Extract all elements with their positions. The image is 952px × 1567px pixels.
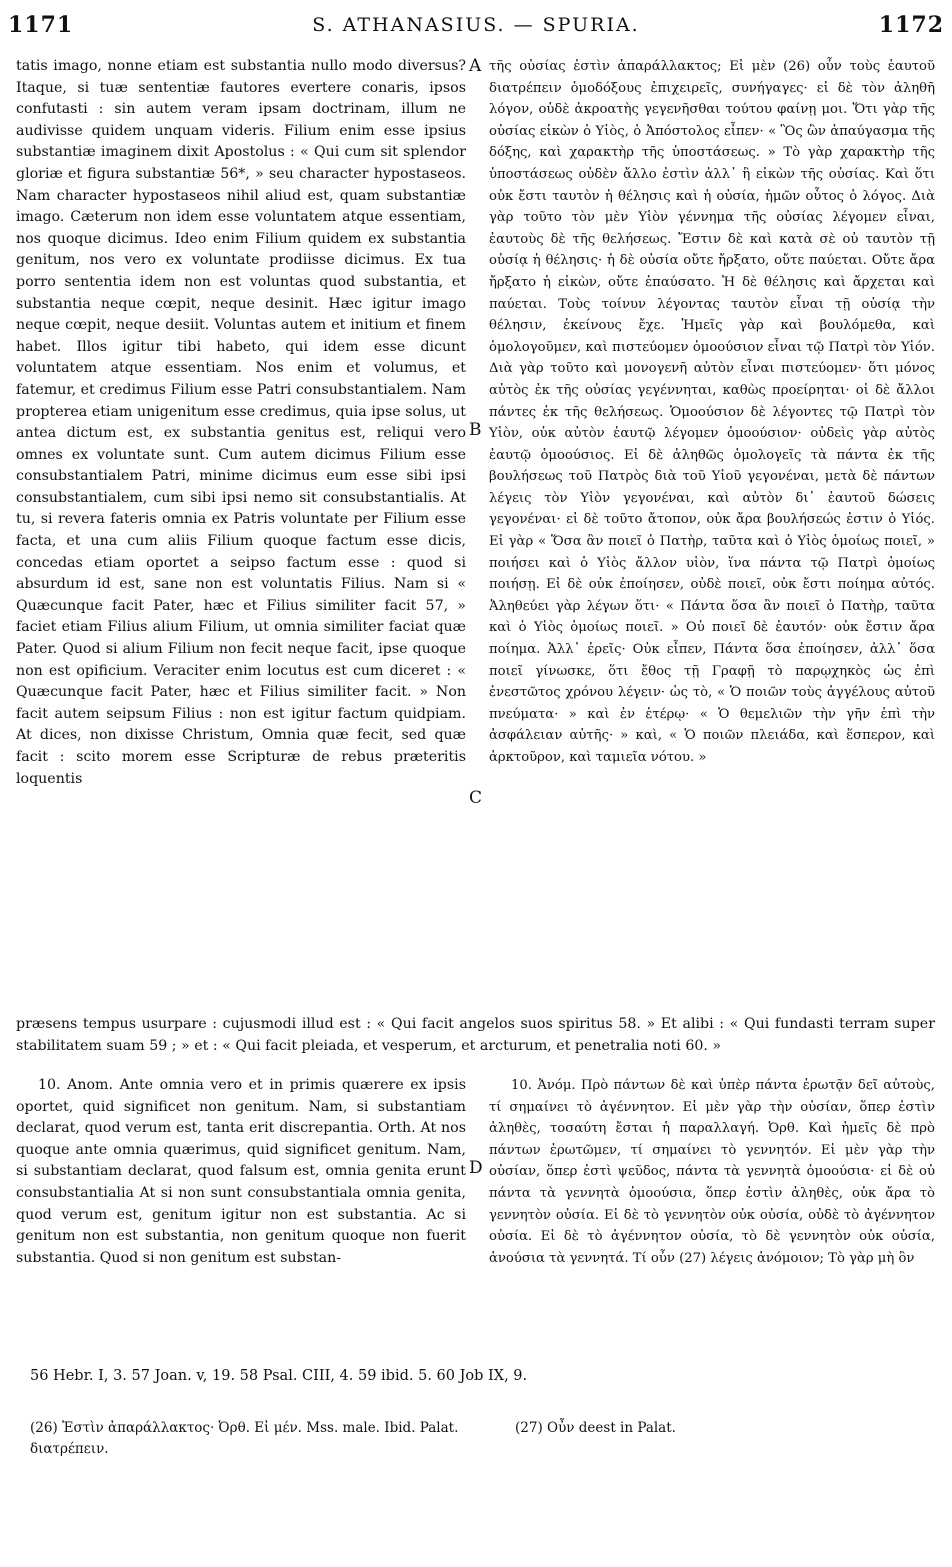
greek-paragraph: τῆς οὐσίας ἐστὶν ἀπαράλλακτος; Εἰ μὲν (26) οὖν τοὺς ἑαυτοῦ διατρέπειν ὁμοδόξους ἐπιχειρεῖς, συνήγαγες· εἰ δὲ τὸν ἀληθῆ λόγον, οὐδὲ ἀκροατὴς γεγενῆσθαι τούτου φαίνῃ μοι. Ὅτι γὰρ τῆς οὐσίας εἰκὼν ὁ Υἱὸς, ὁ Ἀπόστολος εἶπεν· « Ὃς ὢν ἀπαύγασμα τῆς δόξης, καὶ χαρακτὴρ τῆς ὑποστάσεως. » Τὸ γὰρ χαρακτὴρ τῆς ὑποστάσεως οὐδὲν ἄλλο ἐστὶν ἀλλ᾽ ἢ εἰκὼν τῆς οὐσίας. Καὶ ὅτι οὐκ ἔστι ταυτὸν ἡ θέλησις καὶ ἡ οὐσία, ἡμῶν οὗτος ὁ λόγος. Διὰ γὰρ τοῦτο τὸν μὲν Υἱὸν γέννημα τῆς οὐσίας λέγομεν εἶναι, ἑαυτοὺς δὲ τῆς θελήσεως. Ἔστιν δὲ καὶ κατὰ σὲ οὐ ταυτὸν τῇ οὐσίᾳ ἡ θέλησις· ἡ δὲ οὐσία οὔτε ἤρξατο, οὔτε παύεται. Οὔτε ἄρα ἤρξατο ἡ εἰκὼν, οὔτε ἐπαύσατο. Ἡ δὲ θέλησις καὶ ἄρχεται καὶ παύεται. Τοὺς τοίνυν λέγοντας ταυτὸν εἶναι τῇ οὐσίᾳ τὴν θέλησιν, ἐκείνους ἔχε. Ἡμεῖς γὰρ καὶ βουλόμεθα, καὶ ὁμολογοῦμεν, καὶ πιστεύομεν ὁμοούσιον εἶναι τῷ Πατρὶ τὸν Υἱόν. Διὰ γὰρ τοῦτο καὶ μονογενῆ αὐτὸν εἶναι πιστεύομεν· ὅτι μόνος αὐτὸς ἐκ τῆς οὐσίας γεγέννηται, καθὼς προείρηται· οἱ δὲ ἄλλοι πάντες ἐκ τῆς θελήσεως. Ὁμοούσιον δὲ λέγοντες τῷ Πατρὶ τὸν Υἱὸν, οὐκ αὐτὸν ἑαυτῷ λέγομεν ὁμοούσιον· οὐδεὶς γὰρ αὐτὸς ἑαυτῷ ὁμοούσιος. Εἰ δὲ ἀληθῶς ὁμολογεῖς τὰ πάντα ἐκ τῆς βουλήσεως τοῦ Πατρὸς διὰ τοῦ Υἱοῦ γεγονέναι, μετὰ δὲ πάντων λέγεις τὸν Υἱὸν γεγονέναι, καὶ αὐτὸν δι᾽ ἑαυτοῦ δώσεις γεγονέναι· εἰ δὲ τοῦτο ἄτοπον, οὐκ ἄρα βουλήσεώς ἐστιν ὁ Υἱός. Εἰ γὰρ « Ὅσα ἂν ποιεῖ ὁ Πατὴρ, ταῦτα καὶ ὁ Υἱὸς ὁμοίως ποιεῖ, » ποιήσει καὶ ὁ Υἱὸς ἄλλον υἱὸν, ἵνα πάντα τῷ Πατρὶ ὁμοίως ποιήσῃ. Εἰ δὲ οὐκ ἐποίησεν, οὐδὲ ποιεῖ, οὐκ ἔστι ποίημα αὐτός. Ἀληθεύει γὰρ λέγων ὅτι· « Πάντα ὅσα ἂν ποιεῖ ὁ Πατὴρ, ταῦτα καὶ ὁ Υἱὸς ὁμοίως ποιεῖ. » Οὐ ποιεῖ δὲ ἑαυτόν· οὐκ ἔστιν ἄρα ποίημα. Ἀλλ᾽ ἐρεῖς· Οὐκ εἶπεν, Πάντα ὅσα ἐποίησεν, ἀλλ᾽ ὅσα ποιεῖ γίνωσκε, ὅτι ἔθος τῇ Γραφῇ τὸ παρῳχηκὸς ὡς ἐπὶ ἐνεστῶτος χρόνου λέγειν· ὡς τὸ, « Ὁ ποιῶν τοὺς ἀγγέλους αὐτοῦ πνεύματα· » καὶ ἐν ἑτέρῳ· « Ὁ θεμελιῶν τὴν γῆν ἐπὶ τὴν ἀσφάλειαν αὐτῆς· » καὶ, « Ὁ ποιῶν πλειάδα, καὶ ἕσπερον, καὶ ἀρκτοῦρον, καὶ ταμιεῖα νότου. »	[489, 59, 935, 765]
textual-note-26: (26) Ἐστὶν ἀπαράλλακτος· Ὀρθ. Εἰ μέν. Mss. male. Ibid. Palat. διατρέπειν.	[30, 1420, 459, 1457]
latin-column-top	[16, 56, 466, 986]
latin-paragraph: tatis imago, nonne etiam est substantia nullo modo diversus? Itaque, si tuæ sententiæ fautores evertere conaris, ipsos confutasti : sin autem veram ipsam doctrinam, illum ne audivisse quidem unquam videris. Filium enim esse ipsius substantiæ imaginem dixit Apostolus : « Qui cum sit splendor gloriæ et figura substantiæ 56*, » seu character hypostaseos. Nam character hypostaseos nihil aliud est, quam substantiæ imago. Cæterum non idem esse voluntatem atque essentiam, nos quoque dicimus. Ideo enim Filium quidem ex substantia genitum, nos vero ex voluntate prodiisse dicimus. Ex tua porro sententia idem non est voluntas quod substantia, et substantia neque cœpit, neque desinit. Hæc igitur imago neque cœpit, neque desiit. Voluntas autem et initium et finem habet. Illos igitur tibi habeto, qui idem esse dicunt voluntatem atque essentiam. Nos enim et volumus, et fatemur, et credimus Filium esse Patri consubstantialem. Nam propterea etiam unigenitum esse credimus, quia ipse solus, ut antea dictum est, ex substantia genitus est, reliqui vero omnes ex voluntate sunt. Cum autem dicimus Filium esse consubstantialem Patri, minime dicimus eum esse sibi ipsi consubstantialem, cum sibi ipsi nemo sit consubstantialis. At tu, si revera fateris omnia ex Patris voluntate per Filium esse facta, et una cum aliis Filium quoque factum esse dicis, concedas etiam oportet a seipso factum esse : quod si absurdum id est, sane non est voluntatis Filius. Nam si « Quæcunque facit Pater, hæc et Filius similiter facit 57, » faciet etiam Filius alium Filium, ut omnia similiter faciat quæ Pater. Quod si alium Filium non fecit neque facit, ipse quoque non est opificium. Veraciter enim locutus est cum diceret : « Quæcunque facit Pater, hæc et Filius similiter facit. » Non facit autem seipsum Filius : non est igitur factum quidpiam. At dices, non dixisse Christum, Omnia quæ fecit, sed quæ facit : scito morem esse Scripturæ de rebus præteritis loquentis	[16, 58, 466, 787]
running-title: S. ATHANASIUS. — SPURIA.	[312, 14, 640, 36]
scripture-footnotes: 56 Hebr. I, 3. 57 Joan. v, 19. 58 Psal. CIII, 4. 59 ibid. 5. 60 Job IX, 9.	[30, 1368, 528, 1384]
page-number-left: 1171	[8, 12, 74, 38]
greek-section-10: 10. Ἀνόμ. Πρὸ πάντων δὲ καὶ ὑπὲρ πάντα ἐρωτᾷν δεῖ αὐτοὺς, τί σημαίνει τὸ ἀγέννητον. Εἰ μὲν γὰρ τὴν οὐσίαν, ὅπερ ἐστὶν ἀληθὲς, τοσαύτη ἔσται ἡ παραλλαγή. Ὀρθ. Καὶ ἡμεῖς δὲ πρὸ πάντων ἐρωτῶμεν, τί σημαίνει τὸ γεννητόν. Εἰ μὲν γὰρ τὴν οὐσίαν, ὅπερ ἐστὶ ψεῦδος, πάντα τὰ γεννητὰ ὁμοούσια· εἰ δὲ οὐ πάντα τὰ γεννητὰ ὁμοούσια, ὅπερ ἐστὶν ἀληθὲς, οὐκ ἄρα τὸ γεννητὸν οὐσία. Εἰ δὲ τὸ γεννητὸν οὐκ οὐσία, οὐδὲ τὸ ἀγέννητον οὐσία. Εἰ δὲ τὸ ἀγέννητον οὐσία, τὸ δὲ γεννητὸν οὐκ οὐσία, ἀνούσια τὰ γεννητά. Τί οὖν (27) λέγεις ἀνόμοιον; Τὸ γὰρ μὴ ὂν	[489, 1078, 935, 1266]
latin-section-10: 10. Anom. Ante omnia vero et in primis quærere ex ipsis oportet, quid significet non genitum. Nam, si substantiam declarat, quod verum est, tanta erit discrepantia. Orth. At nos quoque ante omnia quærimus, quid significet genitum. Nam, si substantiam declarat, quod falsum est, omnia genita erunt consubstantialia At si non sunt consubstantiala omnia genita, quod verum est, genitum igitur non est substantia. Ac si genitum non est substantia, non genitum quoque non fuerit substantia. Quod si non genitum est substan-	[16, 1077, 466, 1266]
greek-column-top	[489, 56, 935, 986]
full-width-text	[16, 1000, 935, 1072]
textual-note-27: (27) Οὖν deest in Palat.	[515, 1420, 676, 1436]
full-width-paragraph: præsens tempus usurpare : cujusmodi illud est : « Qui facit angelos suos spiritus 58. » Et alibi : « Qui fundasti terram super stabilitatem suam 59 ; » et : « Qui facit pleiada, et vesperum, et arcturum, et penetralia noti 60. »	[16, 1016, 935, 1054]
margin-letter-d: D	[469, 1158, 483, 1178]
margin-letter-b: B	[469, 420, 482, 440]
page-number-right: 1172	[878, 12, 944, 38]
greek-column-bottom	[489, 1075, 935, 1350]
margin-letter-a: A	[469, 56, 482, 76]
margin-letter-c: C	[469, 788, 483, 808]
running-header	[0, 6, 952, 40]
latin-column-bottom	[16, 1075, 466, 1350]
